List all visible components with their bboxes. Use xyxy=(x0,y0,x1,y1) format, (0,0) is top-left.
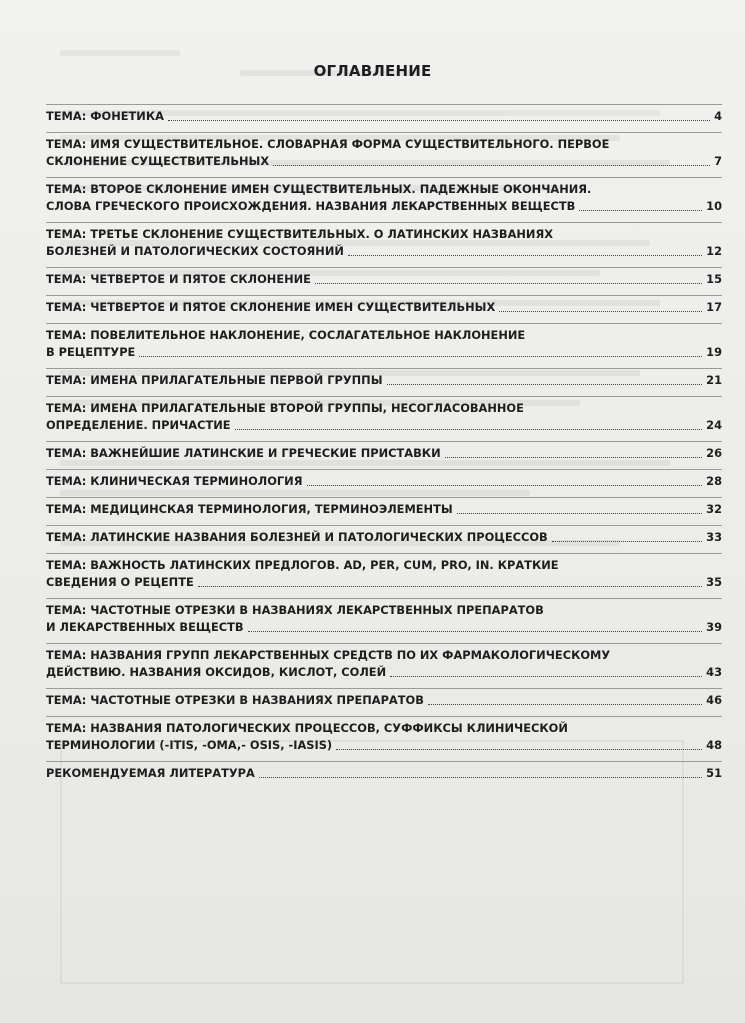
toc-entry-title-line: ТЕМА: ИМЕНА ПРИЛАГАТЕЛЬНЫЕ ВТОРОЙ ГРУППЫ, НЕСОГЛАСОВАННОЕ xyxy=(46,401,524,415)
toc-entry[interactable] xyxy=(46,688,722,711)
toc-entry-last-line xyxy=(46,243,722,260)
toc-entry[interactable] xyxy=(46,222,722,262)
dot-leader xyxy=(390,675,702,677)
toc-entry-title-line: И ЛЕКАРСТВЕННЫХ ВЕЩЕСТВ xyxy=(46,620,244,634)
toc-entry[interactable] xyxy=(46,497,722,520)
dot-leader xyxy=(552,540,702,542)
toc-entry[interactable] xyxy=(46,441,722,464)
toc-entry-title-line: В РЕЦЕПТУРЕ xyxy=(46,345,136,359)
toc-entry[interactable] xyxy=(46,323,722,363)
toc-entry[interactable] xyxy=(46,643,722,683)
toc-entry-title-line: ТЕМА: ВАЖНОСТЬ ЛАТИНСКИХ ПРЕДЛОГОВ. AD, PER, CUM, PRO, IN. КРАТКИЕ xyxy=(46,558,559,572)
toc-entry-title: ТЕМА: ЧАСТОТНЫЕ ОТРЕЗКИ В НАЗВАНИЯХ ПРЕПАРАТОВ xyxy=(46,693,424,707)
toc-entry[interactable] xyxy=(46,177,722,217)
toc-page-number: 48 xyxy=(706,738,722,752)
toc-entry-title-line: СКЛОНЕНИЕ СУЩЕСТВИТЕЛЬНЫХ xyxy=(46,154,270,168)
toc-entry-title-line: ТЕМА: ТРЕТЬЕ СКЛОНЕНИЕ СУЩЕСТВИТЕЛЬНЫХ. О ЛАТИНСКИХ НАЗВАНИЯХ xyxy=(46,227,553,241)
toc-entry-title: РЕКОМЕНДУЕМАЯ ЛИТЕРАТУРА xyxy=(46,766,255,780)
toc-entry-title-line: ТЕРМИНОЛОГИИ (-ITIS, -OMA,- OSIS, -IASIS) xyxy=(46,738,333,752)
toc-entry-title-line: БОЛЕЗНЕЙ И ПАТОЛОГИЧЕСКИХ СОСТОЯНИЙ xyxy=(46,244,344,258)
dot-leader xyxy=(336,748,702,750)
toc-entry-title-line: ДЕЙСТВИЮ. НАЗВАНИЯ ОКСИДОВ, КИСЛОТ, СОЛЕЙ xyxy=(46,665,387,679)
toc-entry-title: ТЕМА: ИМЕНА ПРИЛАГАТЕЛЬНЫЕ ПЕРВОЙ ГРУППЫ xyxy=(46,373,383,387)
toc-entry-title: ТЕМА: МЕДИЦИНСКАЯ ТЕРМИНОЛОГИЯ, ТЕРМИНОЭЛЕМЕНТЫ xyxy=(46,502,453,516)
toc-page-number: 39 xyxy=(706,620,722,634)
toc-entry-title: ТЕМА: ЧЕТВЕРТОЕ И ПЯТОЕ СКЛОНЕНИЕ ИМЕН СУЩЕСТВИТЕЛЬНЫХ xyxy=(46,300,496,314)
toc-page-number: 43 xyxy=(706,665,722,679)
toc-entry-title-line: ОПРЕДЕЛЕНИЕ. ПРИЧАСТИЕ xyxy=(46,418,231,432)
dot-leader xyxy=(499,310,702,312)
dot-leader xyxy=(235,428,703,430)
toc-entry[interactable] xyxy=(46,132,722,172)
toc-entry-title: ТЕМА: ЧЕТВЕРТОЕ И ПЯТОЕ СКЛОНЕНИЕ xyxy=(46,272,311,286)
toc-entry-title-line: ТЕМА: ВТОРОЕ СКЛОНЕНИЕ ИМЕН СУЩЕСТВИТЕЛЬНЫХ. ПАДЕЖНЫЕ ОКОНЧАНИЯ. xyxy=(46,182,592,196)
toc-entry-last-line xyxy=(46,664,722,681)
toc-entry[interactable] xyxy=(46,598,722,638)
toc-entry-title-line: ТЕМА: ИМЯ СУЩЕСТВИТЕЛЬНОЕ. СЛОВАРНАЯ ФОРМА СУЩЕСТВИТЕЛЬНОГО. ПЕРВОЕ xyxy=(46,137,610,151)
toc-entry-last-line xyxy=(46,574,722,591)
dot-leader xyxy=(457,512,702,514)
toc-page-number: 15 xyxy=(706,272,722,286)
toc-page-number: 12 xyxy=(706,244,722,258)
toc-entry-title-line: СЛОВА ГРЕЧЕСКОГО ПРОИСХОЖДЕНИЯ. НАЗВАНИЯ ЛЕКАРСТВЕННЫХ ВЕЩЕСТВ xyxy=(46,199,576,213)
toc-entry-title-line: СВЕДЕНИЯ О РЕЦЕПТЕ xyxy=(46,575,194,589)
toc-entry-title: ТЕМА: ФОНЕТИКА xyxy=(46,109,164,123)
toc-entry[interactable] xyxy=(46,368,722,391)
toc-entry-title-line: ТЕМА: ПОВЕЛИТЕЛЬНОЕ НАКЛОНЕНИЕ, СОСЛАГАТЕЛЬНОЕ НАКЛОНЕНИЕ xyxy=(46,328,526,342)
dot-leader xyxy=(315,282,702,284)
toc-page-number: 4 xyxy=(714,109,722,123)
toc-entry[interactable] xyxy=(46,469,722,492)
dot-leader xyxy=(428,703,702,705)
toc-entry[interactable] xyxy=(46,716,722,756)
toc-page-number: 19 xyxy=(706,345,722,359)
toc-page-number: 17 xyxy=(706,300,722,314)
toc-entry-title: ТЕМА: ЛАТИНСКИЕ НАЗВАНИЯ БОЛЕЗНЕЙ И ПАТОЛОГИЧЕСКИХ ПРОЦЕССОВ xyxy=(46,530,548,544)
toc-entry[interactable] xyxy=(46,525,722,548)
toc-page-number: 32 xyxy=(706,502,722,516)
toc-page-number: 33 xyxy=(706,530,722,544)
toc-page-number: 35 xyxy=(706,575,722,589)
toc-entry-last-line xyxy=(46,737,722,754)
toc-entry-last-line xyxy=(46,153,722,170)
toc-entry[interactable] xyxy=(46,761,722,784)
toc-entry-title: ТЕМА: ВАЖНЕЙШИЕ ЛАТИНСКИЕ И ГРЕЧЕСКИЕ ПРИСТАВКИ xyxy=(46,446,441,460)
toc-entry[interactable] xyxy=(46,267,722,290)
toc-entry[interactable] xyxy=(46,553,722,593)
table-of-contents xyxy=(46,104,722,789)
toc-entry[interactable] xyxy=(46,104,722,127)
toc-entry-last-line xyxy=(46,417,722,434)
toc-page-number: 28 xyxy=(706,474,722,488)
toc-page-number: 24 xyxy=(706,418,722,432)
toc-page-number: 7 xyxy=(714,154,722,168)
dot-leader xyxy=(348,254,702,256)
dot-leader xyxy=(168,119,710,121)
toc-entry-title-line: ТЕМА: ЧАСТОТНЫЕ ОТРЕЗКИ В НАЗВАНИЯХ ЛЕКАРСТВЕННЫХ ПРЕПАРАТОВ xyxy=(46,603,544,617)
page-title: ОГЛАВЛЕНИЕ xyxy=(313,62,432,80)
dot-leader xyxy=(307,484,703,486)
dot-leader xyxy=(198,585,702,587)
dot-leader xyxy=(248,630,703,632)
toc-page-number: 51 xyxy=(706,766,722,780)
dot-leader xyxy=(139,355,702,357)
toc-entry-title-line: ТЕМА: НАЗВАНИЯ ПАТОЛОГИЧЕСКИХ ПРОЦЕССОВ, СУФФИКСЫ КЛИНИЧЕСКОЙ xyxy=(46,721,568,735)
dot-leader xyxy=(445,456,703,458)
dot-leader xyxy=(259,776,702,778)
toc-entry-last-line xyxy=(46,344,722,361)
toc-entry[interactable] xyxy=(46,295,722,318)
toc-entry-title: ТЕМА: КЛИНИЧЕСКАЯ ТЕРМИНОЛОГИЯ xyxy=(46,474,303,488)
dot-leader xyxy=(273,164,710,166)
toc-entry-last-line xyxy=(46,198,722,215)
dot-leader xyxy=(579,209,702,211)
toc-page-number: 21 xyxy=(706,373,722,387)
toc-entry-title-line: ТЕМА: НАЗВАНИЯ ГРУПП ЛЕКАРСТВЕННЫХ СРЕДСТВ ПО ИХ ФАРМАКОЛОГИЧЕСКОМУ xyxy=(46,648,611,662)
dot-leader xyxy=(387,383,703,385)
toc-page-number: 26 xyxy=(706,446,722,460)
toc-entry-last-line xyxy=(46,619,722,636)
toc-entry[interactable] xyxy=(46,396,722,436)
toc-page-number: 46 xyxy=(706,693,722,707)
toc-page-number: 10 xyxy=(706,199,722,213)
